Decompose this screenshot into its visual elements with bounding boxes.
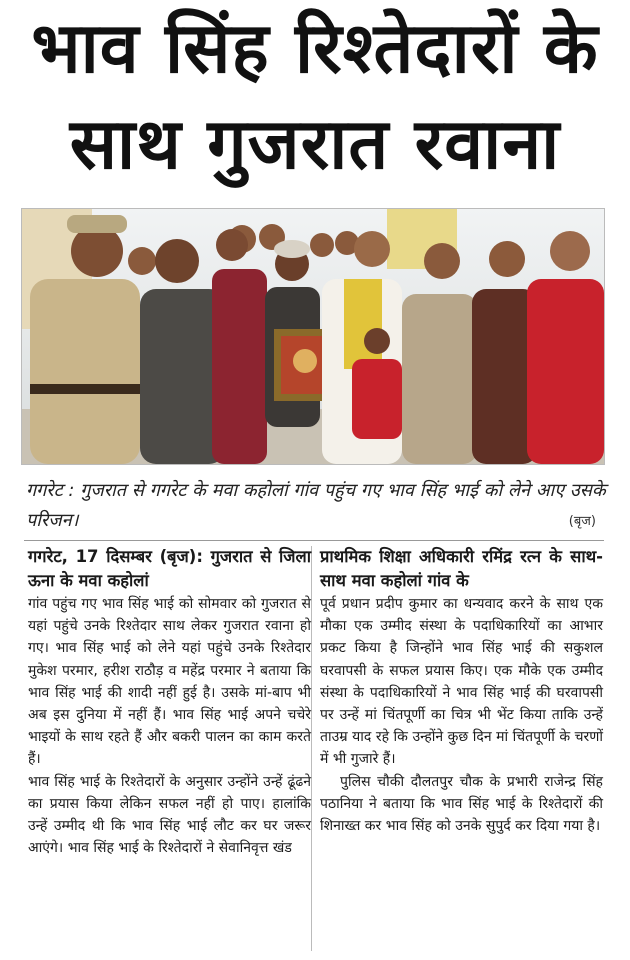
headline-line-2: साथ गुजरात रवाना [69, 103, 561, 185]
article-paragraph: पुलिस चौकी दौलतपुर चौक के प्रभारी राजेन्द्र सिंह पठानिया ने बताया कि भाव सिंह भाई के रिश्तेदारों की शिनाख्त कर भाव सिंह को उनके सुपुर्द कर दिया गया है। [320, 773, 603, 835]
headline-line-1: भाव सिंह रिश्तेदारों के [31, 7, 599, 89]
group-photo-icon [22, 209, 604, 464]
photo-caption: गगरेट : गुजरात से गगरेट के मवा कहोलां गांव पहुंच गए भाव सिंह भाई को लेने आए उसके परिजन। [26, 480, 606, 531]
article-paragraph: गांव पहुंच गए भाव सिंह भाई को सोमवार को गुजरात से यहां पहुंचे उनके रिश्तेदार साथ लेकर गुजरात रवाना हो गए। भाव सिंह भाई को लेने यहां पहुंचे उनके रिश्तेदार मुकेश परमार, हरीश राठौड़ व महेंद्र परमार ने बताया कि भाव सिंह भाई की शादी नहीं हुई है। उसके मां-बाप भी अब इस दुनिया में नहीं हैं। भाव सिंह भाई अपने चचेरे भाइयों के साथ रहते हैं और बकरी पालन का काम करते हैं। [28, 596, 311, 768]
article-column-2 [320, 545, 603, 837]
photo-credit: (बृज) [568, 514, 596, 529]
news-photo [21, 208, 605, 465]
article-paragraph: पूर्व प्रधान प्रदीप कुमार का धन्यवाद करने के साथ एक मौका एक उम्मीद संस्था के पदाधिकारियों का आभार प्रकट किया है जिन्होंने भाव सिंह भाई की सकुशल घरवापसी के सफल प्रयास किए। एक मौके एक उम्मीद संस्था के पदाधिकारियों ने भाव सिंह भाई की घरवापसी पर उन्हें मां चिंतपूर्णी का चित्र भी भेंट किया ताकि उन्हें ताउम्र याद रहे कि उन्होंने कुछ दिन मां चिंतपूर्णी के चरणों में भी गुजारे हैं। [320, 596, 603, 768]
caption-divider [24, 540, 604, 541]
article-continuation-lead: प्राथमिक शिक्षा अधिकारी रमिंद्र रत्न के साथ-साथ मवा कहोलां गांव के [320, 547, 603, 590]
article-column-1 [28, 545, 311, 859]
article-dateline: गगरेट, 17 दिसम्बर (बृज): गुजरात से जिला ऊना के मवा कहोलां [28, 547, 311, 590]
headline [0, 0, 630, 192]
column-divider [311, 546, 312, 951]
article-paragraph: भाव सिंह भाई के रिश्तेदारों के अनुसार उन्होंने उन्हें ढूंढने का प्रयास किया लेकिन सफल नहीं हो पाए। हालांकि उन्हें उम्मीद थी कि भाव सिंह भाई लौट कर घर जरूर आएंगे। भाव सिंह भाई के रिश्तेदारों ने सेवानिवृत्त खंड [28, 773, 311, 857]
